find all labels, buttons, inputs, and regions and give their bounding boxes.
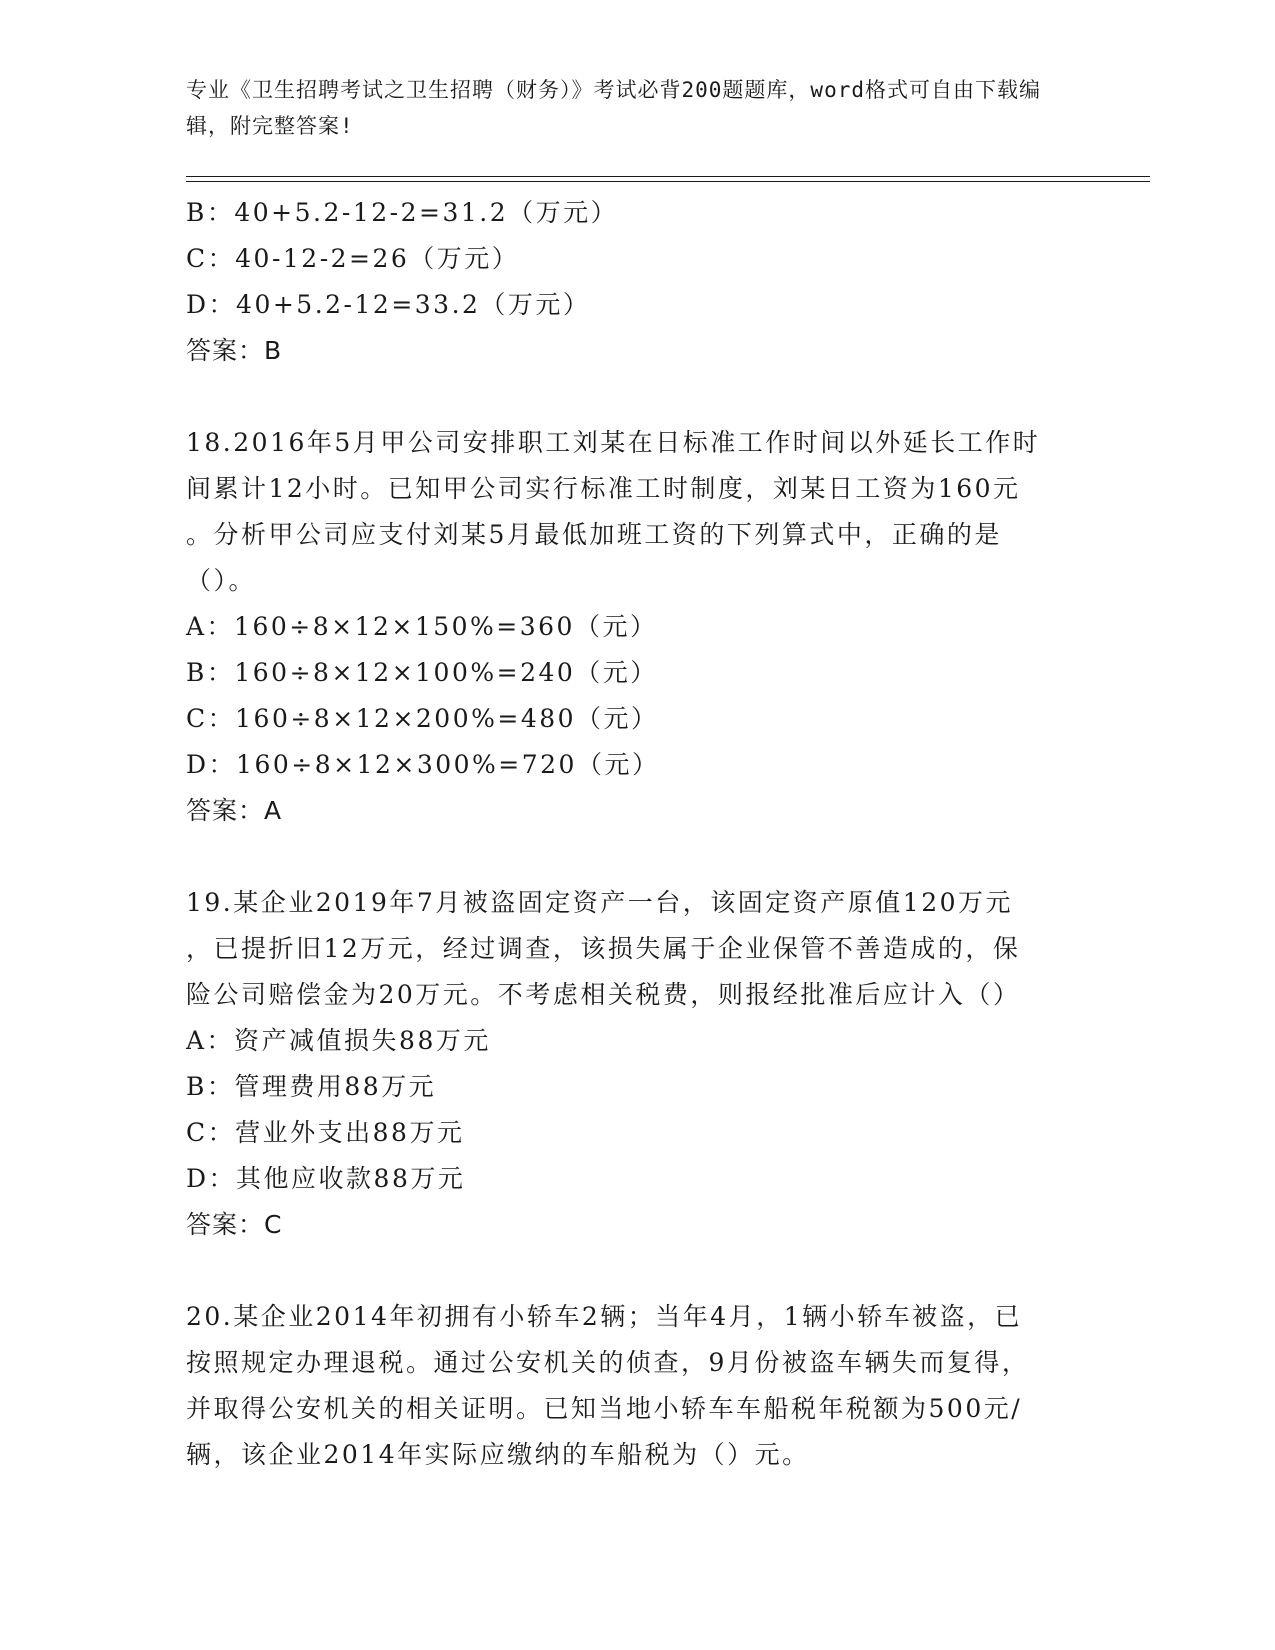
option-c: C：160÷8×12×200%=480（元） <box>186 704 659 733</box>
option-d: D：其他应收款88万元 <box>186 1164 466 1193</box>
question-text-line: 19.某企业2019年7月被盗固定资产一台，该固定资产原值120万元 <box>186 888 1014 917</box>
answer-19: 答案：C <box>186 1210 283 1239</box>
question-text-line: ，已提折旧12万元，经过调查，该损失属于企业保管不善造成的，保 <box>186 934 1021 963</box>
document-body <box>186 190 1086 1478</box>
question-18 <box>186 420 1086 788</box>
option-b: B：40+5.2-12-2=31.2（万元） <box>186 198 619 227</box>
option-c: C：营业外支出88万元 <box>186 1118 465 1147</box>
spacer <box>186 834 1086 880</box>
option-b: B：160÷8×12×100%=240（元） <box>186 658 658 687</box>
spacer <box>186 374 1086 420</box>
option-a: A：资产减值损失88万元 <box>186 1026 491 1055</box>
option-c: C：40-12-2=26（万元） <box>186 244 520 273</box>
question-text-line: 按照规定办理退税。通过公安机关的侦查，9月份被盗车辆失而复得， <box>186 1348 1030 1377</box>
option-d: D：40+5.2-12=33.2（万元） <box>186 290 591 319</box>
question-text-line: 18.2016年5月甲公司安排职工刘某在日标准工作时间以外延长工作时 <box>186 428 1041 457</box>
question-text-line: 。分析甲公司应支付刘某5月最低加班工资的下列算式中，正确的是 <box>186 520 1002 549</box>
option-b: B：管理费用88万元 <box>186 1072 437 1101</box>
question-19 <box>186 880 1086 1202</box>
option-d: D：160÷8×12×300%=720（元） <box>186 750 660 779</box>
question-text-line: 并取得公安机关的相关证明。已知当地小轿车车船税年税额为500元/ <box>186 1394 1023 1423</box>
question-text-line: 20.某企业2014年初拥有小轿车2辆；当年4月，1辆小轿车被盗，已 <box>186 1302 1023 1331</box>
question-text-line: 辆，该企业2014年实际应缴纳的车船税为（）元。 <box>186 1440 810 1469</box>
answer-18: 答案：A <box>186 796 283 825</box>
question-17-options <box>186 190 1086 328</box>
question-text-line: 险公司赔偿金为20万元。不考虑相关税费，则报经批准后应计入（） <box>186 980 1021 1009</box>
question-text-line: 间累计12小时。已知甲公司实行标准工时制度，刘某日工资为160元 <box>186 474 1021 503</box>
document-header: 专业《卫生招聘考试之卫生招聘（财务）》考试必背200题题库，word格式可自由下载编辑，附完整答案! <box>186 78 1041 138</box>
option-a: A：160÷8×12×150%=360（元） <box>186 612 658 641</box>
header-divider-bottom <box>186 181 1150 182</box>
header-divider-top <box>186 176 1150 177</box>
answer-17: 答案：B <box>186 336 283 365</box>
question-text-line: （）。 <box>186 566 257 595</box>
spacer <box>186 1248 1086 1294</box>
question-20 <box>186 1294 1086 1478</box>
